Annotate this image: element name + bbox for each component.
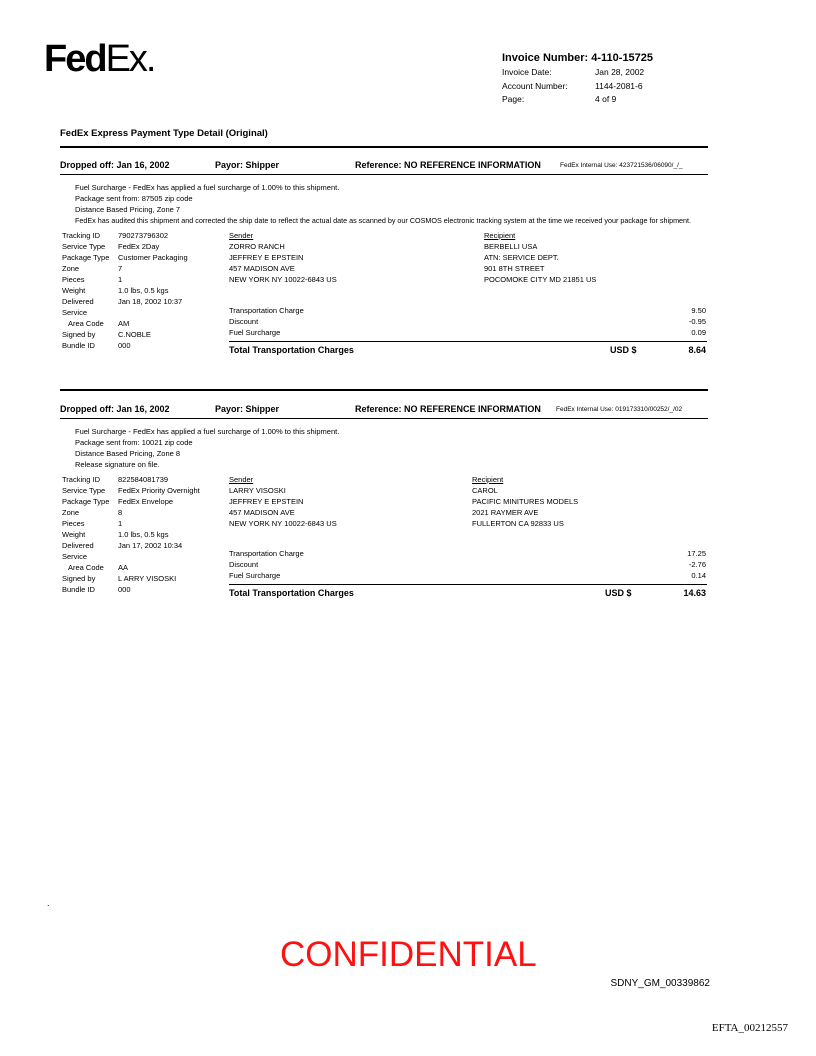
sender-line: NEW YORK NY 10022-6843 US [229,275,337,284]
detail-value: Jan 18, 2002 10:37 [118,297,183,306]
detail-value: Customer Packaging [118,253,188,262]
payor: Payor: Shipper [215,160,280,170]
note: Distance Based Pricing, Zone 7 [75,205,181,214]
detail-value: 7 [118,264,123,273]
detail-value: 1 [118,275,123,284]
account-number: 1144-2081-6 [595,81,643,91]
detail-label: Delivered [62,541,94,550]
sender-line: JEFFREY E EPSTEIN [229,253,304,262]
detail-label: Weight [62,530,86,539]
note: Fuel Surcharge - FedEx has applied a fuel surcharge of 1.00% to this shipment. [75,183,340,192]
section-title: FedEx Express Payment Type Detail (Original) [60,128,268,139]
charge-label: Transportation Charge [229,306,304,315]
divider [60,418,708,419]
charge-amount: 17.25 [687,549,706,558]
currency: USD $ [605,588,632,598]
sender-line: 457 MADISON AVE [229,264,295,273]
recipient-label: Recipient [472,475,504,484]
internal-use: FedEx Internal Use: 423721536/06090/_/_ [560,162,683,169]
recipient-line: BERBELLI USA [484,242,538,251]
detail-label: Pieces [62,519,85,528]
recipient-line: POCOMOKE CITY MD 21851 US [484,275,597,284]
logo-fed: Fed [44,38,106,80]
detail-label: Area Code [68,563,104,572]
charge-amount: 0.09 [691,328,706,337]
sender-line: JEFFREY E EPSTEIN [229,497,304,506]
page-label: Page: [502,94,525,104]
currency: USD $ [610,345,637,355]
invoice-date: Jan 28, 2002 [595,67,645,77]
charge-label: Discount [229,317,259,326]
invoice-number: 4-110-15725 [591,52,654,64]
sender-line: 457 MADISON AVE [229,508,295,517]
detail-value: 1.0 lbs, 0.5 kgs [118,286,169,295]
detail-value: 822584081739 [118,475,169,484]
detail-value: 8 [118,508,123,517]
charge-label: Fuel Surcharge [229,328,281,337]
invoice-number-label: Invoice Number: [502,52,589,64]
sender-line: LARRY VISOSKI [229,486,286,495]
note: FedEx has audited this shipment and corrected the ship date to reflect the actual date as scanned by our COSMOS electronic tracking system at the time we received your package for shipment. [75,216,692,225]
invoice-date-row [502,67,645,77]
detail-value: L ARRY VISOSKI [118,574,177,583]
detail-value: C.NOBLE [118,330,151,339]
dropped-off: Dropped off: Jan 16, 2002 [60,404,170,414]
note: Release signature on file. [75,460,160,469]
charge-label: Discount [229,560,259,569]
divider [60,146,708,148]
note: Package sent from: 10021 zip code [75,438,193,447]
detail-label: Bundle ID [62,341,95,350]
detail-value: FedEx Priority Overnight [118,486,200,495]
detail-value: 1.0 lbs, 0.5 kgs [118,530,169,539]
detail-label: Area Code [68,319,104,328]
charge-label: Transportation Charge [229,549,304,558]
detail-label: Delivered [62,297,94,306]
detail-value: FedEx Envelope [118,497,174,506]
detail-value: AM [118,319,130,328]
invoice-date-label: Invoice Date: [502,67,552,77]
detail-label: Signed by [62,330,96,339]
recipient-label: Recipient [484,231,516,240]
charge-label: Fuel Surcharge [229,571,281,580]
stray-dot: . [47,898,50,908]
bates-number: SDNY_GM_00339862 [610,978,710,989]
detail-label: Weight [62,286,86,295]
recipient-line: FULLERTON CA 92833 US [472,519,564,528]
sender-line: NEW YORK NY 10022-6843 US [229,519,337,528]
charge-amount: 0.14 [691,571,706,580]
dropped-off: Dropped off: Jan 16, 2002 [60,160,170,170]
sender-line: ZORRO RANCH [229,242,285,251]
sender-label: Sender [229,475,254,484]
sender-label: Sender [229,231,254,240]
note: Package sent from: 87505 zip code [75,194,193,203]
note: Distance Based Pricing, Zone 8 [75,449,181,458]
efta-number: EFTA_00212557 [711,1022,788,1034]
total-amount: 14.63 [683,588,706,598]
note: Fuel Surcharge - FedEx has applied a fuel surcharge of 1.00% to this shipment. [75,427,340,436]
detail-value: Jan 17, 2002 10:34 [118,541,183,550]
detail-label: Zone [62,508,80,517]
logo-ex: Ex. [105,38,155,80]
recipient-line: PACIFIC MINITURES MODELS [472,497,579,506]
detail-label: Tracking ID [62,231,101,240]
invoice-number-row [502,52,653,64]
page-row [502,94,617,104]
recipient-line: 2021 RAYMER AVE [472,508,539,517]
charge-amount: 9.50 [691,306,706,315]
recipient-line: 901 8TH STREET [484,264,545,273]
internal-use: FedEx Internal Use: 019173310/00252/_/02 [556,406,683,413]
detail-label: Service Type [62,486,106,495]
detail-label: Bundle ID [62,585,95,594]
divider [229,584,707,585]
detail-value: AA [118,563,129,572]
divider [229,341,707,342]
fedex-logo [44,40,154,78]
detail-label: Service [62,308,88,317]
detail-label: Service [62,552,88,561]
confidential-stamp: CONFIDENTIAL [280,935,537,974]
divider [60,174,708,175]
payor: Payor: Shipper [215,404,280,414]
recipient-line: CAROL [472,486,498,495]
detail-value: 1 [118,519,123,528]
charge-amount: -2.76 [688,560,706,569]
detail-value: 000 [118,585,131,594]
account-number-row [502,81,643,91]
detail-label: Signed by [62,574,96,583]
detail-label: Zone [62,264,80,273]
detail-label: Tracking ID [62,475,101,484]
detail-label: Pieces [62,275,85,284]
total-label: Total Transportation Charges [229,588,354,598]
charge-amount: -0.95 [688,317,706,326]
reference: Reference: NO REFERENCE INFORMATION [355,160,541,170]
detail-label: Package Type [62,497,110,506]
page-number: 4 of 9 [595,94,617,104]
detail-value: FedEx 2Day [118,242,160,251]
detail-value: 790273796302 [118,231,169,240]
detail-label: Service Type [62,242,106,251]
reference: Reference: NO REFERENCE INFORMATION [355,404,541,414]
detail-label: Package Type [62,253,110,262]
divider [60,389,708,391]
total-amount: 8.64 [688,345,706,355]
account-number-label: Account Number: [502,81,568,91]
total-label: Total Transportation Charges [229,345,354,355]
detail-value: 000 [118,341,131,350]
recipient-line: ATN: SERVICE DEPT. [484,253,559,262]
